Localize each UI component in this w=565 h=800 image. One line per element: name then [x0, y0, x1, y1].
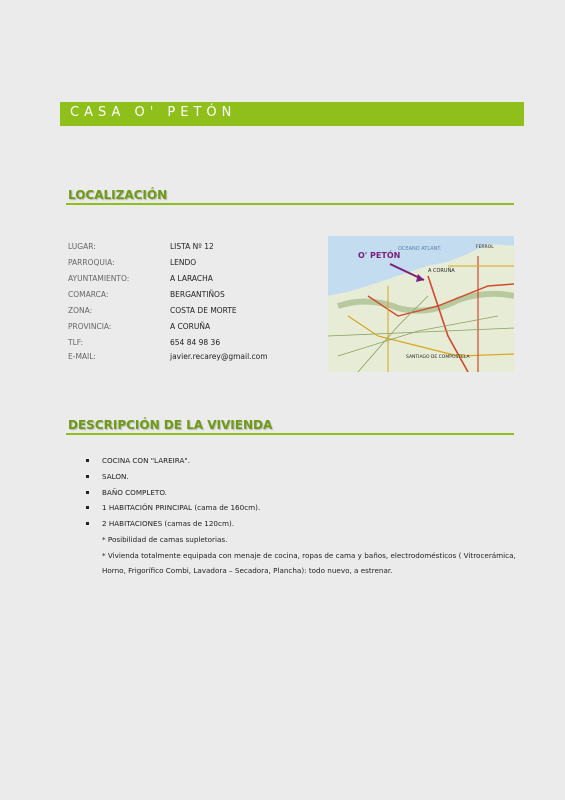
map-north-label: FERROL	[476, 245, 494, 250]
bullet-icon	[86, 475, 89, 478]
map-city-label: A CORUÑA	[428, 268, 455, 274]
info-row-lugar	[68, 242, 328, 256]
description-heading: DESCRIPCIÓN DE LA VIVIENDA	[68, 418, 273, 432]
map-graphic	[328, 236, 514, 372]
info-row-provincia	[68, 322, 328, 336]
info-label: TLF:	[68, 338, 84, 347]
info-value: A LARACHA	[170, 274, 213, 283]
info-label: AYUNTAMIENTO:	[68, 274, 130, 283]
info-row-ayuntamiento	[68, 274, 328, 288]
info-value: LISTA Nº 12	[170, 242, 214, 251]
bullet-icon	[86, 506, 89, 509]
location-heading: LOCALIZACIÓN	[68, 188, 168, 202]
map-marker-label: O' PETÓN	[358, 251, 401, 260]
info-value: LENDO	[170, 258, 197, 267]
list-item-text: 2 HABITACIONES (camas de 120cm).	[102, 519, 235, 528]
info-label: PARROQUIA:	[68, 258, 115, 267]
info-row-comarca	[68, 290, 328, 304]
info-label: COMARCA:	[68, 290, 109, 299]
title-bar	[60, 102, 524, 126]
info-row-parroquia	[68, 258, 328, 272]
info-value: BERGANTIÑOS	[170, 290, 225, 299]
list-item-text: 1 HABITACIÓN PRINCIPAL (cama de 160cm).	[102, 503, 261, 512]
list-item-text: COCINA CON "LAREIRA".	[102, 456, 190, 465]
info-label: LUGAR:	[68, 242, 96, 251]
page-title: CASA O' PETÓN	[70, 105, 237, 120]
info-label: E-MAIL:	[68, 352, 96, 361]
bullet-icon	[86, 459, 89, 462]
info-label: ZONA:	[68, 306, 93, 315]
list-item-text: BAÑO COMPLETO.	[102, 488, 167, 497]
location-divider	[66, 203, 514, 205]
list-item-text: SALON.	[102, 472, 129, 481]
info-label: PROVINCIA:	[68, 322, 112, 331]
map-sea-label: OCEANO ATLANT.	[398, 246, 442, 252]
info-row-email	[68, 352, 328, 366]
info-row-tlf	[68, 338, 328, 352]
bullet-icon	[86, 522, 89, 525]
bullet-icon	[86, 491, 89, 494]
map-south-label: SANTIAGO DE COMPOSTELA	[406, 355, 470, 360]
phone-number: 654 84 98 36	[170, 338, 221, 347]
info-row-zona	[68, 306, 328, 320]
equipment-note: * Vivienda totalmente equipada con menaje de cocina, ropas de cama y baños, electrodomésticos ( Vitrocerámica, Horno, Frigorífico Combi, Lavadora – Secadora, Plancha): todo nuevo, a estrenar.	[102, 551, 516, 575]
location-map	[328, 236, 514, 372]
email-address: javier.recarey@gmail.com	[170, 352, 268, 361]
info-value: A CORUÑA	[170, 322, 211, 331]
extra-beds-note: * Posibilidad de camas supletorias.	[102, 535, 228, 544]
info-value: COSTA DE MORTE	[170, 306, 237, 315]
description-divider	[66, 433, 514, 435]
